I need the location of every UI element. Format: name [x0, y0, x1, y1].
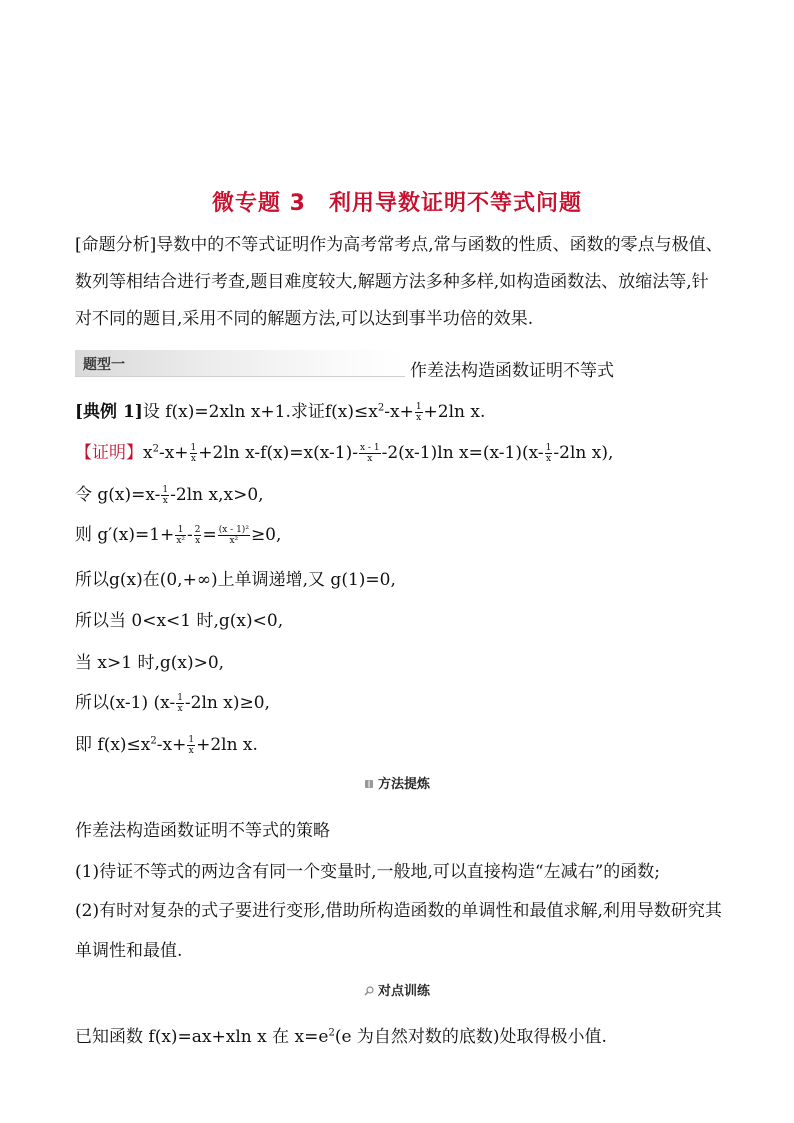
- type-banner: [75, 350, 405, 377]
- proof-line-8: 即 $f(x)\le x^2-x+$ $\frac{1}{x}$ +2ln x.: [75, 735, 258, 756]
- proof-line-4: 所以g(x)在(0,+∞)上单调递增,又 g(1)=0,: [75, 570, 396, 590]
- example-label: [典例 1]: [75, 402, 143, 422]
- page-title: 微专题 3 利用导数证明不等式问题: [212, 191, 582, 216]
- practice-statement: 已知函数 f(x)=ax+xln x 在 $x=e^2(e$ 为自然对数的底数)处取得极小值.: [75, 1027, 607, 1047]
- proof-line-6: 当 x>1 时,g(x)>0,: [75, 653, 225, 673]
- method-heading: 方法提炼: [0, 773, 794, 792]
- fraction: $\frac{\text{(x - 1)²}}{\text{x²}}$: [218, 525, 249, 546]
- proof-line-2: 令 g(x)=x- $\frac{1}{x}$ -2ln x,x>0,: [75, 485, 264, 506]
- type-label: 题型一: [83, 357, 125, 373]
- analysis-paragraph: [命题分析]导数中的不等式证明作为高考常考点,常与函数的性质、函数的零点与极值、数列等相结合进行考查,题目难度较大,解题方法多种多样,如构造函数法、放缩法等,针对不同的题目,采用不同的解题方法,可以达到事半功倍的效果.: [75, 235, 723, 329]
- proof-line-5: 所以当 0<x<1 时,g(x)<0,: [75, 611, 284, 631]
- practice-heading: 对点训练: [0, 980, 794, 999]
- fraction: $\frac{1}{x}$: [162, 485, 169, 506]
- book-icon: [364, 779, 374, 789]
- method-item-2: (2)有时对复杂的式子要进行变形,借助所构造函数的单调性和最值求解,利用导数研究其单调性和最值.: [75, 901, 722, 961]
- fraction: $\frac{1}{\text{x²}}$: [176, 525, 185, 546]
- magnifier-icon: [364, 986, 374, 996]
- fraction: $\frac{1}{x}$: [415, 402, 422, 423]
- proof-line-1: 【证明】$x^2-x+$ $\frac{1}{x}$ +2ln x-f(x)=x(x-1)- $\frac{x - 1}{x}$ -2(x-1)ln x=(x-1)(x- $\frac{1}{x}$ -2ln x),: [75, 443, 614, 464]
- fraction: $\frac{1}{x}$: [188, 735, 195, 756]
- fraction: $\frac{2}{x}$: [194, 525, 201, 546]
- fraction: $\frac{1}{x}$: [177, 693, 183, 714]
- fraction: $\frac{1}{x}$: [190, 443, 197, 464]
- method-item-1: (1)待证不等式的两边含有同一个变量时,一般地,可以直接构造“左减右”的函数;: [75, 862, 660, 882]
- proof-line-7: 所以(x-1) (x- $\frac{1}{x}$ -2ln x)≥0,: [75, 693, 270, 714]
- proof-tag: 【证明】: [75, 443, 143, 463]
- proof-line-3: 则 g′(x)=1+ $\frac{1}{\text{x²}}$ - $\frac{2}{x}$ = $\frac{\text{(x - 1)²}}{\text{x²}}$ ≥0,: [75, 525, 282, 546]
- type-title: 作差法构造函数证明不等式: [410, 361, 614, 381]
- example-statement: [典例 1]设 f(x)=2xln x+1.求证$f(x)\le x^2-x+$ $\frac{1}{x}$ +2ln x.: [75, 402, 486, 423]
- method-title: 作差法构造函数证明不等式的策略: [75, 821, 330, 841]
- fraction: $\frac{1}{x}$: [545, 443, 552, 464]
- fraction: $\frac{x - 1}{x}$: [360, 443, 380, 464]
